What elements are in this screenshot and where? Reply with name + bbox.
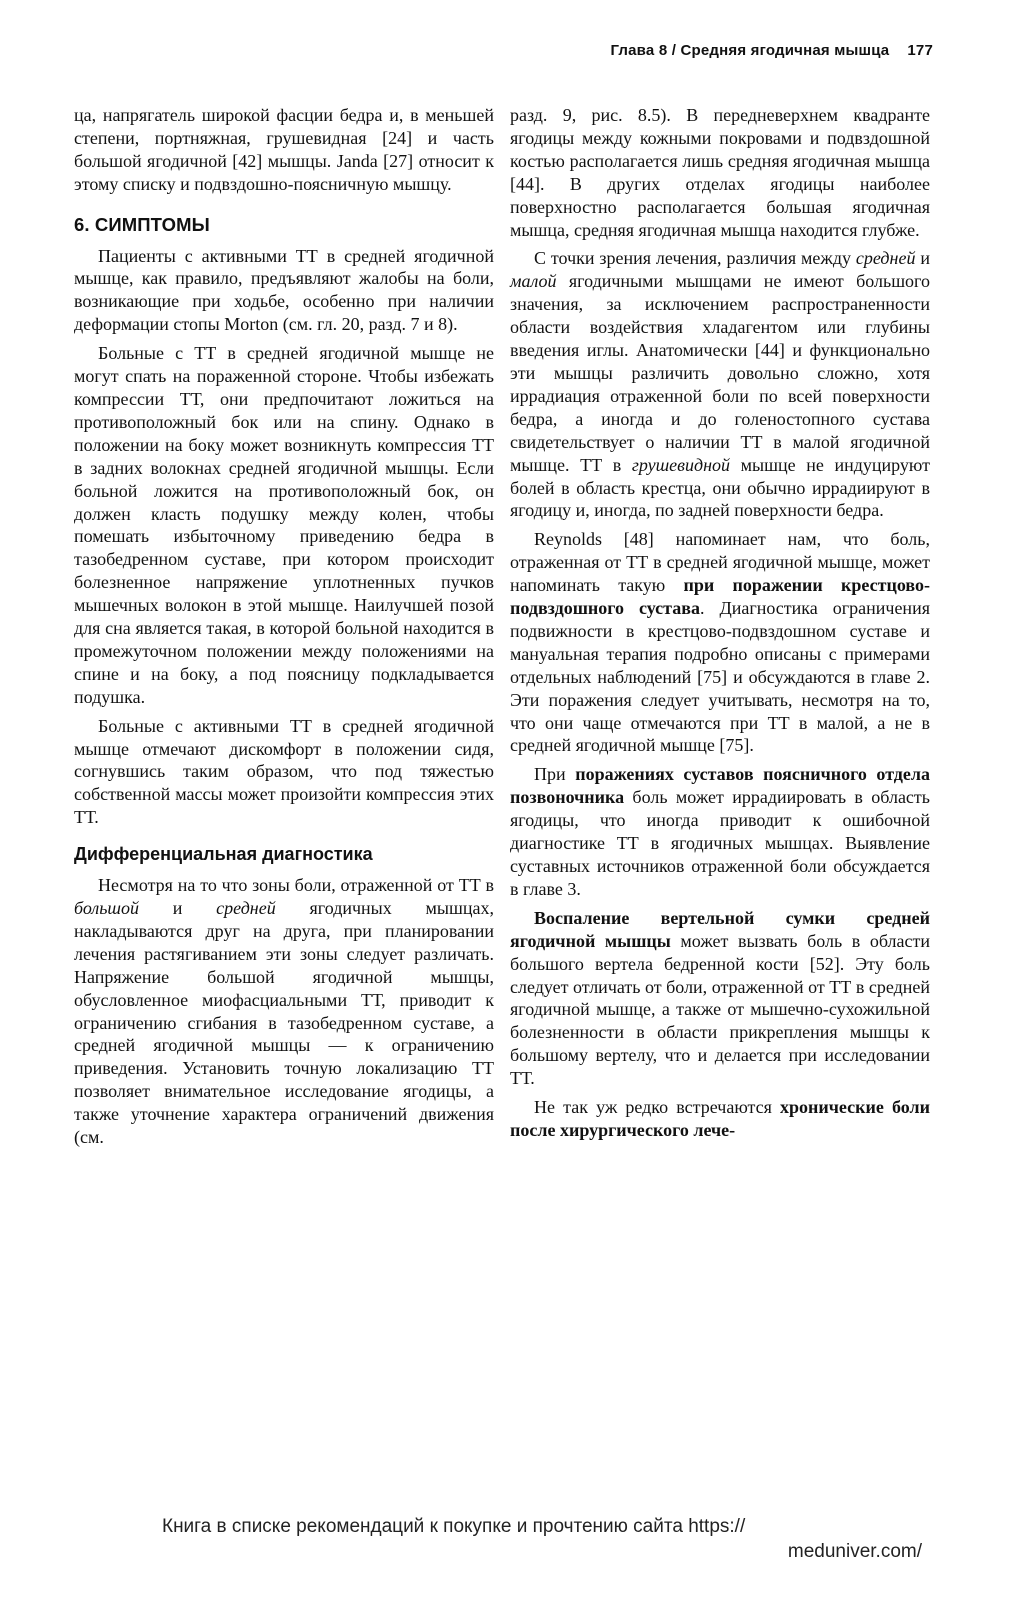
section-heading-symptoms: 6. СИМПТОМЫ <box>74 213 210 235</box>
page-number: 177 <box>907 42 933 59</box>
paragraph-right-2: С точки зрения лечения, различия между средней и малой ягодичными мышцами не имеют большого значения, за исключением распространенности области воздействия хладагентом или глубины введения иглы. Анатомически [44] и функционально эти мышцы различить довольно сложно, хотя иррадиация отраженной боли по всей поверхности бедра, а иногда и до голеностопного сустава свидетельствует о наличии ТТ в малой ягодичной мышце. ТТ в грушевидной мышце не индуцируют болей в область крестца, они обычно иррадиируют в ягодицу и, иногда, по задней поверхности бедра. <box>510 248 930 521</box>
website-watermark-note <box>162 1514 922 1564</box>
paragraph-right-6: Не так уж редко встречаются хронические боли после хирургического лече- <box>510 1097 930 1140</box>
watermark-line-2: meduniver.com/ <box>787 1541 922 1562</box>
paragraph-symptoms-3: Больные с активными ТТ в средней ягодичной мышце отмечают дискомфорт в положении сидя, согнувшись таким образом, что под тяжестью собственной массы может произойти компрессия этих ТТ. <box>74 715 494 828</box>
running-head <box>610 42 933 59</box>
paragraph-symptoms-2: Больные с ТТ в средней ягодичной мышце не могут спать на пораженной стороне. Чтобы избежать компрессии ТТ, они предпочитают ложиться на противоположный бок или на спину. Однако в положении на боку может возникнуть компрессия ТТ в задних волокнах средней ягодичной мышцы. Если больной ложится на противоположный бок, он должен класть подушку между колен, чтобы помешать избыточному приведению бедра в тазобедренном суставе, при котором происходит болезненное напряжение уплотненных пучков мышечных волокон в этой мышце. Наилучшей позой для сна является такая, в которой больной находится в промежуточном положении между положениями на спине и на боку, а под поясницу подкладывается подушка. <box>74 343 494 707</box>
chapter-title: Глава 8 / Средняя ягодичная мышца <box>610 42 890 59</box>
left-column <box>74 104 494 1155</box>
paragraph-differential-1: Несмотря на то что зоны боли, отраженной от ТТ в большой и средней ягодичных мышцах, накладываются друг на друга, при планировании лечения растягиванием эти зоны следует различать. Напряжение большой ягодичной мышцы, обусловленное миофасциальными ТТ, приводит к ограничению сгибания в тазобедренном суставе, а средней ягодичной мышцы — к ограничению приведения. Установить точную локализацию ТТ позволяет внимательное исследование ягодицы, а также уточнение характера ограничений движения (см. <box>74 875 494 1148</box>
watermark-line-1: Книга в списке рекомендаций к покупке и прочтению сайта https:// <box>162 1516 746 1537</box>
paragraph-right-4: При поражениях суставов поясничного отдела позвоночника боль может иррадиировать в область ягодицы, что иногда приводит к ошибочной диагностике ТТ в ягодичных мышцах. Выявление суставных источников отраженной боли обсуждается в главе 3. <box>510 764 930 899</box>
subsection-heading-differential: Дифференциальная диагностика <box>74 844 373 865</box>
paragraph-right-3: Reynolds [48] напоминает нам, что боль, отраженная от ТТ в средней ягодичной мышце, может напоминать такую при поражении крестцово-подвздошного сустава. Диагностика ограничения подвижности в крестцово-подвздошном суставе и мануальная терапия подробно описаны с примерами отдельных наблюдений [75] и обсуждаются в главе 2. Эти поражения следует учитывать, несмотря на то, что они чаще отмечаются при ТТ в малой, а не в средней ягодичной мышце [75]. <box>510 529 930 756</box>
paragraph-right-1: разд. 9, рис. 8.5). В передневерхнем квадранте ягодицы между кожными покровами и подвздошной костью располагается лишь средняя ягодичная мышца [44]. В других отделах ягодицы наиболее поверхностно располагается большая ягодичная мышца, средняя ягодичная мышца находится глубже. <box>510 105 930 240</box>
paragraph-right-5: Воспаление вертельной сумки средней ягодичной мышцы может вызвать боль в области большого вертела бедренной кости [52]. Эту боль следует отличать от боли, отраженной от ТТ в средней ягодичной мышце, а также от мышечно-сухожильной болезненности в области прикрепления мышцы к большому вертелу, что и делается при исследовании ТТ. <box>510 907 930 1089</box>
paragraph-symptoms-1: Пациенты с активными ТТ в средней ягодичной мышце, как правило, предъявляют жалобы на боли, возникающие при ходьбе, особенно при наличии деформации стопы Morton (см. гл. 20, разд. 7 и 8). <box>74 245 494 335</box>
paragraph-intro: ца, напрягатель широкой фасции бедра и, в меньшей степени, портняжная, грушевидная [24] и часть большой ягодичной [42] мышцы. Janda [27] относит к этому списку и подвздошно-поясничную мышцу. <box>74 105 494 194</box>
right-column <box>510 104 930 1148</box>
